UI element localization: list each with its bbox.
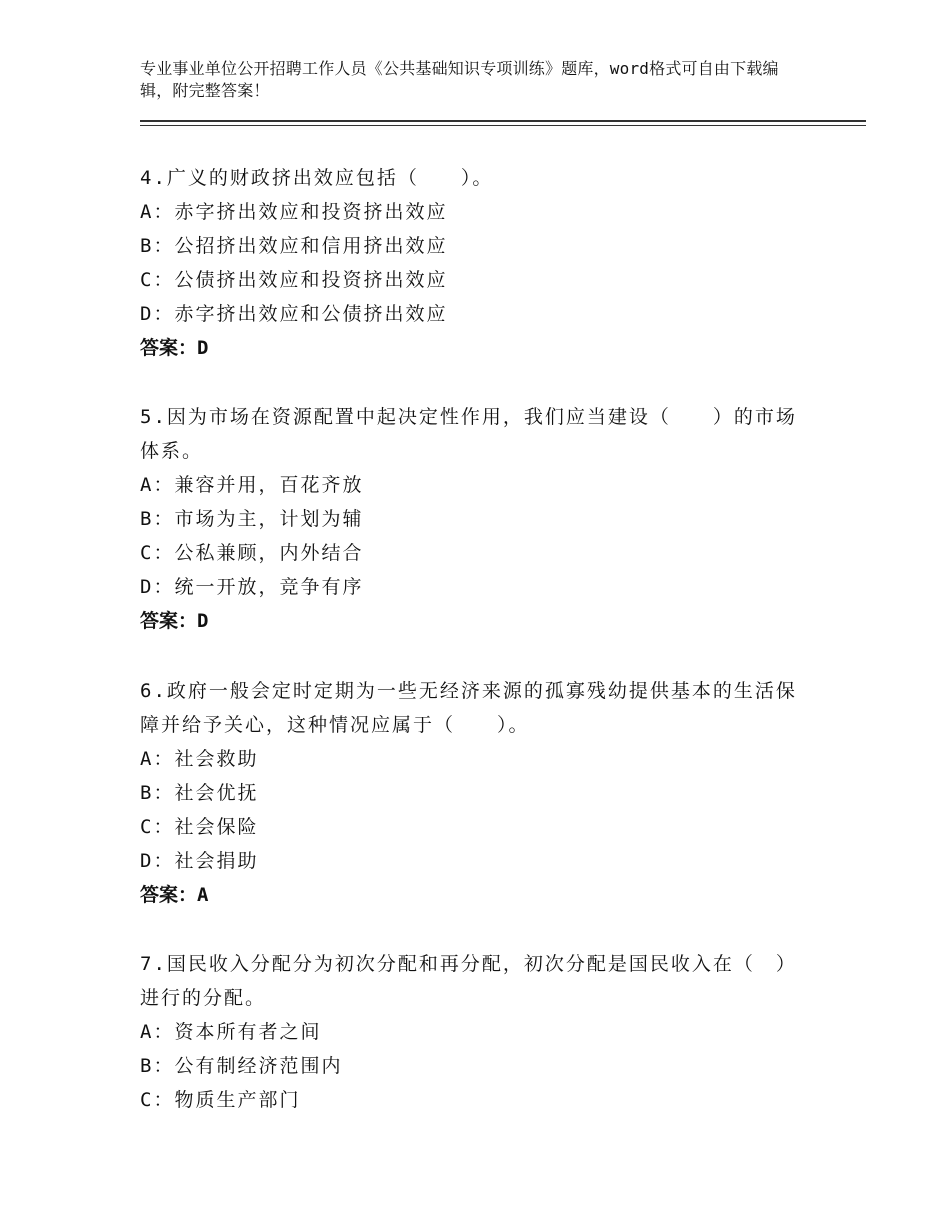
option-c: C：公私兼顾，内外结合 (140, 542, 364, 564)
question-stem: 7.国民收入分配分为初次分配和再分配，初次分配是国民收入在（ ）进行的分配。 (140, 953, 797, 1009)
question-5 (140, 400, 810, 638)
answer-label: 答案：D (140, 610, 209, 632)
question-stem: 6.政府一般会定时定期为一些无经济来源的孤寡残幼提供基本的生活保障并给予关心，这种情况应属于（ ）。 (140, 680, 797, 736)
option-c: C：公债挤出效应和投资挤出效应 (140, 269, 448, 291)
option-b: B：社会优抚 (140, 782, 259, 804)
option-b: B：市场为主，计划为辅 (140, 508, 364, 530)
header-divider-thin (140, 125, 866, 126)
answer-label: 答案：A (140, 884, 209, 906)
option-c: C：社会保险 (140, 816, 259, 838)
question-stem: 5.因为市场在资源配置中起决定性作用，我们应当建设（ ）的市场体系。 (140, 406, 797, 462)
question-4 (140, 161, 810, 365)
option-c: C：物质生产部门 (140, 1089, 301, 1111)
option-d: D：统一开放，竞争有序 (140, 576, 364, 598)
option-a: A：兼容并用，百花齐放 (140, 474, 364, 496)
option-d: D：社会捐助 (140, 850, 259, 872)
option-b: B：公招挤出效应和信用挤出效应 (140, 235, 448, 257)
answer-label: 答案：D (140, 337, 209, 359)
document-header: 专业事业单位公开招聘工作人员《公共基础知识专项训练》题库，word格式可自由下载编辑，附完整答案！ (140, 59, 779, 100)
option-b: B：公有制经济范围内 (140, 1055, 343, 1077)
question-stem: 4.广义的财政挤出效应包括（ ）。 (140, 167, 494, 189)
option-a: A：社会救助 (140, 748, 259, 770)
question-6 (140, 674, 810, 912)
option-a: A：赤字挤出效应和投资挤出效应 (140, 201, 448, 223)
option-d: D：赤字挤出效应和公债挤出效应 (140, 303, 448, 325)
header-divider-thick (140, 120, 866, 122)
option-a: A：资本所有者之间 (140, 1021, 322, 1043)
question-7 (140, 947, 810, 1117)
